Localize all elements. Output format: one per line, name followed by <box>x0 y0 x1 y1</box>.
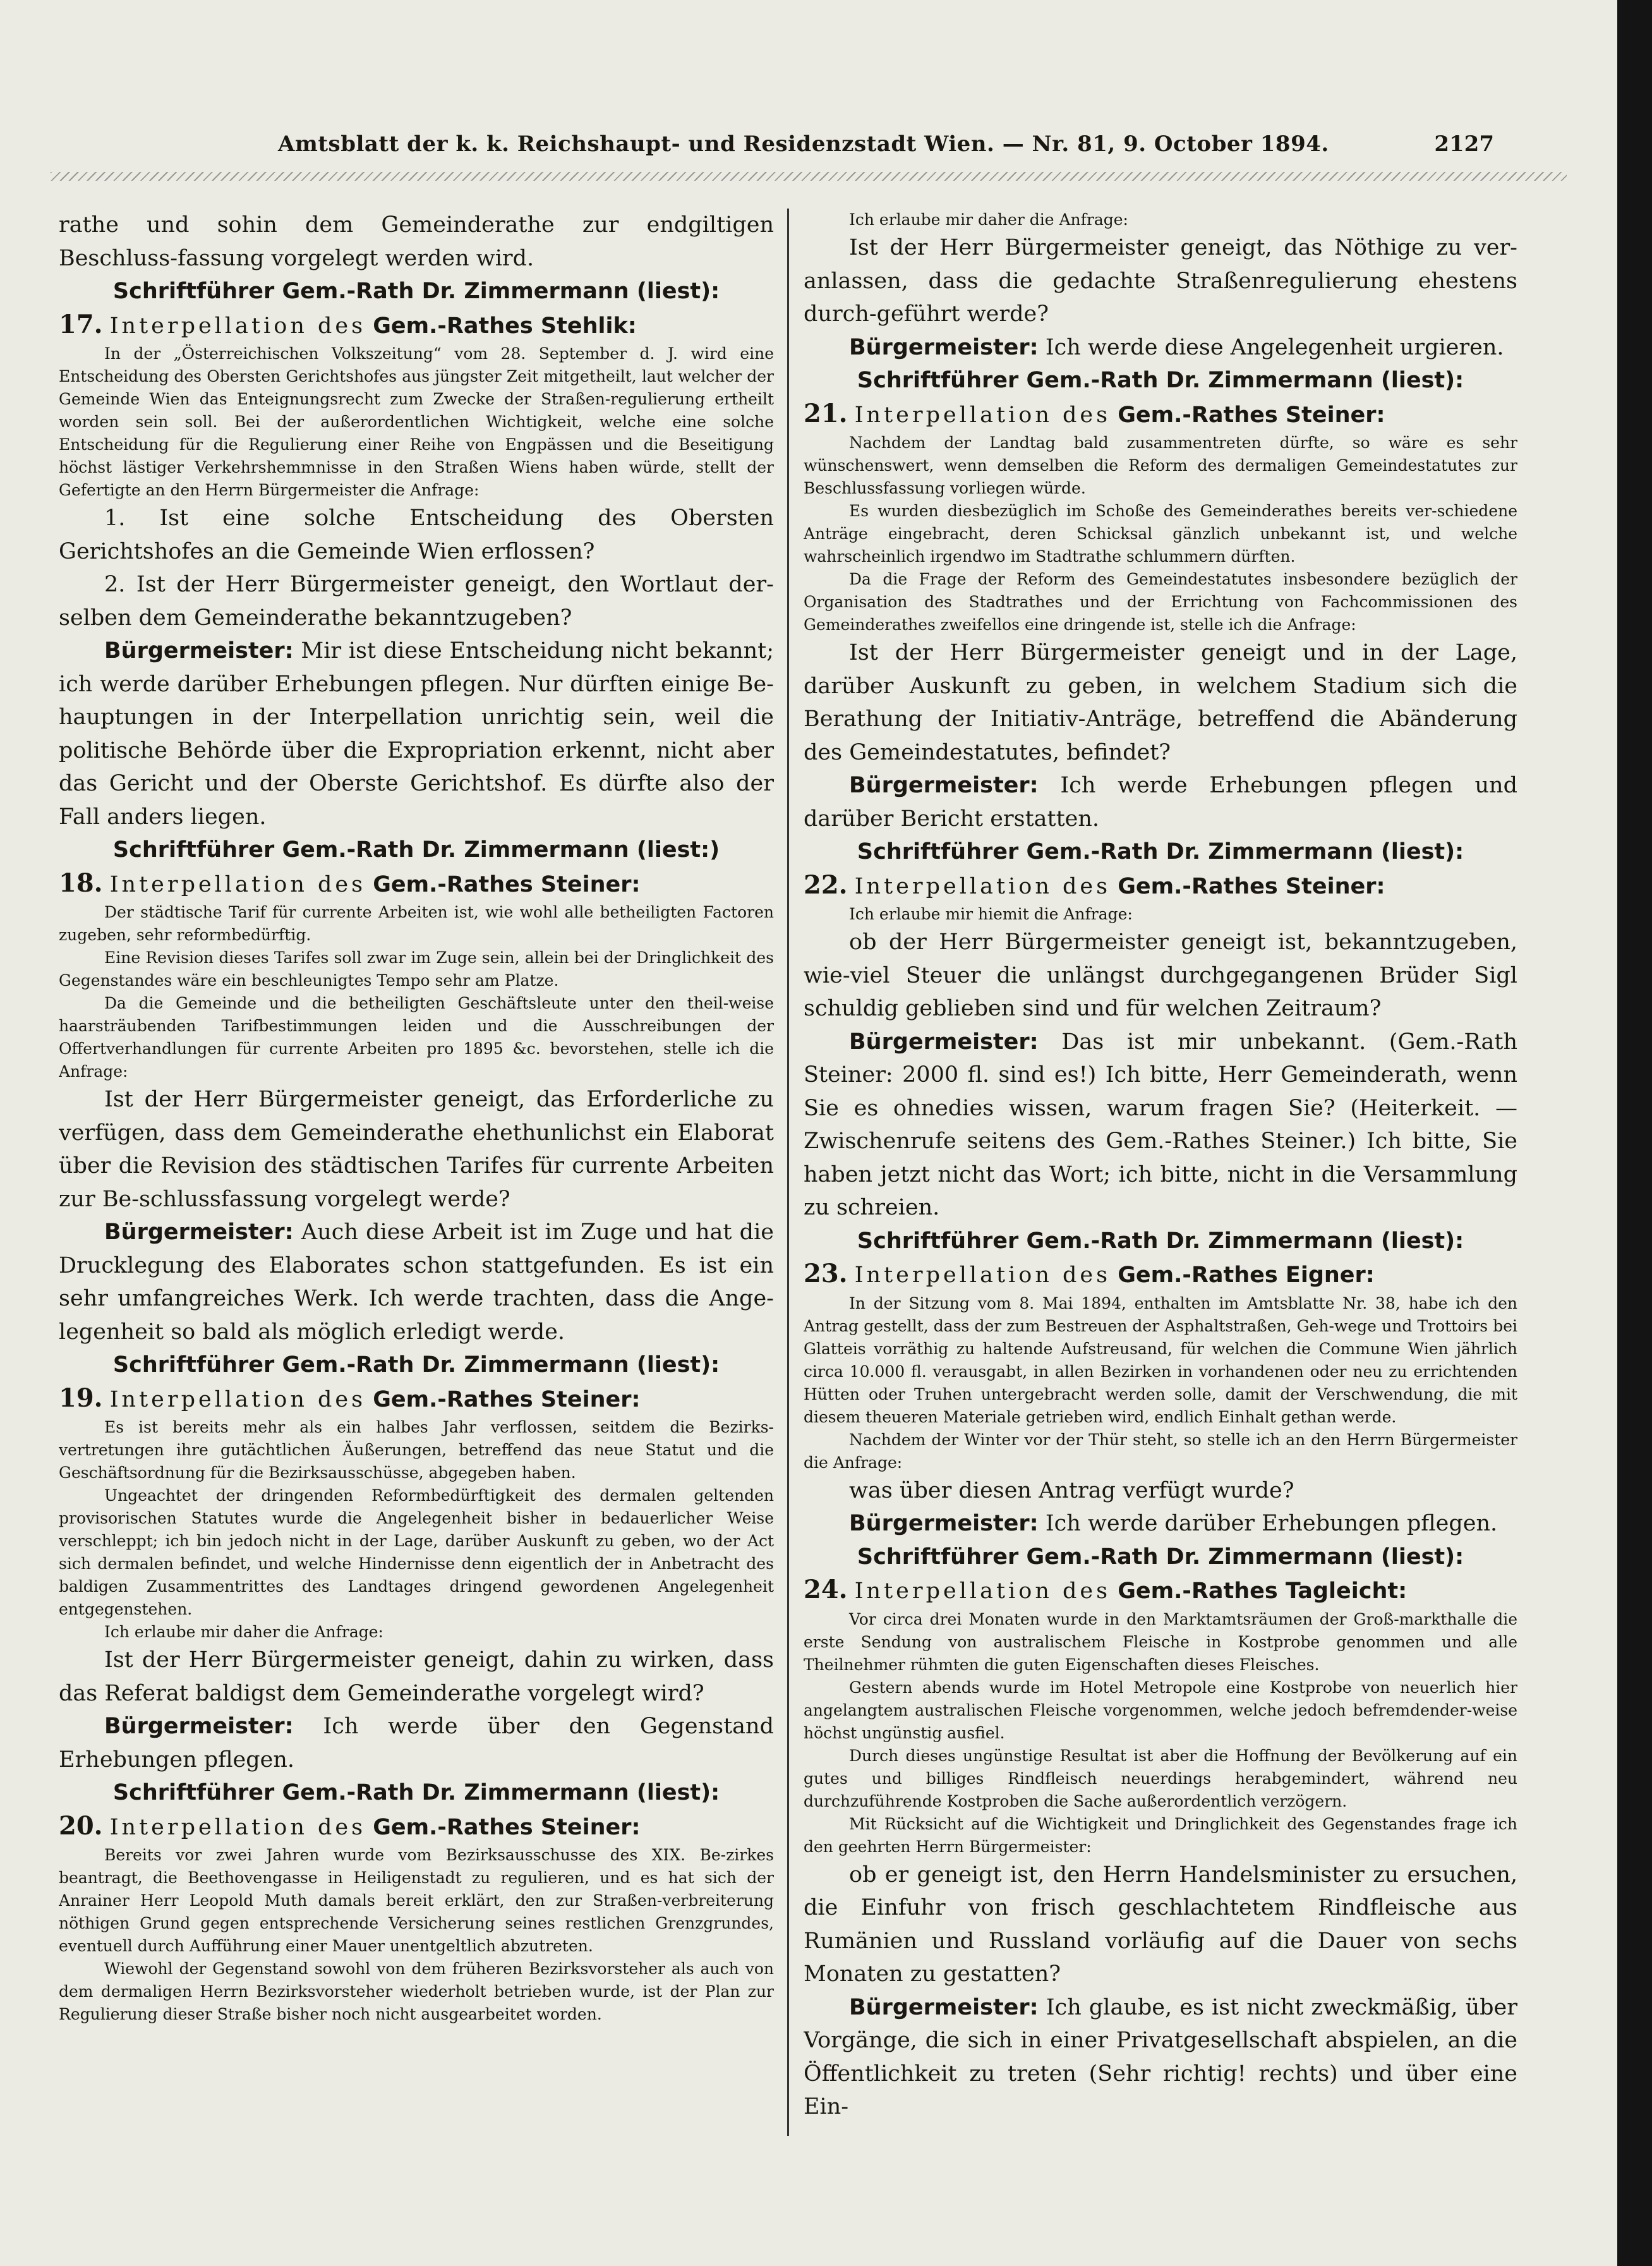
reply-text: Ich werde Erhebungen pflegen und darüber Bericht erstatten. <box>804 773 1517 832</box>
paragraph: Der städtische Tarif für currente Arbeiten ist, wie wohl alle betheiligten Factoren zugeben, sehr reformbedürftig. <box>59 903 774 944</box>
paragraph: In der „Österreichischen Volkszeitung“ vom 28. September d. J. wird eine Entscheidung des Obersten Gerichtshofes aus jüngster Zeit mitgetheilt, laut welcher der Gemeinde Wien das Enteignungsrecht zum Zwecke der Straßen-regulierung ertheilt worden sein soll. Bei der außerordentlichen Wichtigkeit, welche eine solche Entscheidung für die Regulierung einer Reihe von Engpässen und die Beseitigung höchst lästiger Verkehrshemmnisse in den Straßen Wiens haben würde, stellt der Gefertigte an den Herrn Bürgermeister die Anfrage: <box>59 344 774 499</box>
question: Ist der Herr Bürgermeister geneigt, dahin zu wirken, dass das Referat baldigst dem Gemeinderathe vorgelegt wird? <box>59 1647 774 1706</box>
interpellation-title <box>804 397 1517 432</box>
interpellant: Gem.-Rathes Steiner: <box>373 1814 641 1840</box>
reply-text: Auch diese Arbeit ist im Zuge und hat die Drucklegung des Elaborates schon stattgefunden. Es ist ein sehr umfangreiches Werk. Ich werde trachten, dass die Ange-legenheit so bald als möglich erledigt werde. <box>59 1220 774 1345</box>
interpellation-number: 19. <box>59 1383 103 1413</box>
interpellation-label: Interpellation des <box>109 313 366 339</box>
reply-text: Mir ist diese Entscheidung nicht bekannt; ich werde darüber Erhebungen pflegen. Nur dürften einige Be-hauptungen in der Interpellation unrichtig sein, weil die politische Behörde über die Expropriation erkennt, nicht aber das Gericht und der Oberste Gerichtshof. Es dürfte also der Fall anders liegen. <box>59 638 774 830</box>
speaker: Bürgermeister: <box>849 1511 1039 1536</box>
mayor-reply <box>804 1991 1517 2124</box>
question: 2. Ist der Herr Bürgermeister geneigt, den Wortlaut der-selben dem Gemeinderathe bekanntzugeben? <box>59 572 774 631</box>
interpellant: Gem.-Rathes Steiner: <box>373 871 641 897</box>
clerk-heading: Schriftführer Gem.-Rath Dr. Zimmermann (liest): <box>857 1544 1464 1570</box>
paragraph: Ich erlaube mir daher die Anfrage: <box>104 1623 383 1641</box>
interpellation-title <box>59 1810 774 1845</box>
paragraph: Bereits vor zwei Jahren wurde vom Bezirksausschusse des XIX. Be-zirkes beantragt, die Beethovengasse in Heiligenstadt zu regulieren, und es hat sich der Anrainer Herr Leopold Muth damals bereit erklärt, den zur Straßen-verbreiterung nöthigen Grund gegen entsprechende Versicherung seines restlichen Grenzgrundes, eventuell durch Aufführung einer Mauer unentgeltlich abzutreten. <box>59 1846 774 1955</box>
question: Ist der Herr Bürgermeister geneigt, das Erforderliche zu verfügen, dass dem Gemeinderathe ehethunlichst ein Elaborat über die Revision des städtischen Tarifes für currente Arbeiten zur Be-schlussfassung vorgelegt werde? <box>59 1087 774 1212</box>
reply-text: Das ist mir unbekannt. (Gem.-Rath Steiner: 2000 fl. sind es!) Ich bitte, Herr Gemeinderath, wenn Sie es ohnedies wissen, warum fragen Sie? (Heiterkeit. — Zwischenrufe seitens des Gem.-Rathes Steiner.) Ich bitte, Sie haben jetzt nicht das Wort; ich bitte, nicht in die Versammlung zu schreien. <box>804 1029 1517 1220</box>
mayor-reply <box>59 634 774 833</box>
page-number: 2127 <box>1434 131 1494 157</box>
interpellation-number: 18. <box>59 868 103 898</box>
reply-text: Ich glaube, es ist nicht zweckmäßig, über Vorgänge, die sich in einer Privatgesellschaft abspielen, an die Öffentlichkeit zu treten (Sehr richtig! rechts) und über eine Ein- <box>804 1994 1517 2119</box>
reply-text: Ich werde diese Angelegenheit urgieren. <box>1045 334 1504 360</box>
column-divider <box>787 209 789 2136</box>
paragraph: Nachdem der Landtag bald zusammentreten dürfte, so wäre es sehr wünschenswert, wenn demselben die Reform des dermaligen Gemeindestatutes zur Beschlussfassung vorliegen würde. <box>804 433 1517 497</box>
mayor-reply <box>804 1507 1517 1541</box>
clerk-heading: Schriftführer Gem.-Rath Dr. Zimmermann (liest): <box>112 1352 720 1378</box>
question: Ist der Herr Bürgermeister geneigt und in der Lage, darüber Auskunft zu geben, in welchem Stadium sich die Berathung der Initiativ-Anträge, betreffend die Abänderung des Gemeindestatutes, befindet? <box>804 640 1517 765</box>
clerk-heading: Schriftführer Gem.-Rath Dr. Zimmermann (liest:) <box>112 837 720 863</box>
interpellant: Gem.-Rathes Tagleicht: <box>1118 1578 1408 1604</box>
interpellation-label: Interpellation des <box>109 871 366 897</box>
speaker: Bürgermeister: <box>849 773 1039 798</box>
interpellation-title <box>804 1257 1517 1292</box>
interpellation-title <box>59 308 774 343</box>
paragraph: Ich erlaube mir hiemit die Anfrage: <box>849 905 1133 923</box>
interpellant: Gem.-Rathes Eigner: <box>1118 1263 1375 1288</box>
paragraph: Da die Gemeinde und die betheiligten Geschäftsleute unter den theil-weise haarsträubenden Tarifbestimmungen leiden und die Ausschreibungen der Offertverhandlungen für currente Arbeiten pro 1895 &c. bevorstehen, stelle ich die Anfrage: <box>59 994 774 1081</box>
question: ob er geneigt ist, den Herrn Handelsminister zu ersuchen, die Einfuhr von frisch geschlachtetem Rindfleische aus Rumänien und Russland vorläufig auf die Dauer von sechs Monaten zu gestatten? <box>804 1862 1517 1987</box>
interpellant: Gem.-Rathes Steiner: <box>1118 402 1385 428</box>
interpellation-label: Interpellation des <box>854 1263 1111 1288</box>
paragraph: Wiewohl der Gegenstand sowohl von dem früheren Bezirksvorsteher als auch von dem dermaligen Herrn Bezirksvorsteher wiederholt betrieben wurde, ist der Plan zur Regulierung dieser Straße bisher noch nicht ausgearbeitet worden. <box>59 1960 774 2023</box>
interpellant: Gem.-Rathes Stehlik: <box>373 313 637 339</box>
interpellation-number: 22. <box>804 869 848 900</box>
interpellation-title <box>59 1382 774 1417</box>
paragraph: Ungeachtet der dringenden Reformbedürftigkeit des dermalen geltenden provisorischen Statutes wurde die Angelegenheit bisher in bedauerlicher Weise verschleppt; ich bin jedoch nicht in der Lage, darüber Auskunft zu geben, wo der Act sich dermalen befindet, und welche Hindernisse denn eigentlich der in Anbetracht des baldigen Zusammentrittes des Landtages dringend gewordenen Angelegenheit entgegenstehen. <box>59 1486 774 1618</box>
speaker: Bürgermeister: <box>849 1029 1039 1055</box>
paragraph: Es wurden diesbezüglich im Schoße des Gemeinderathes bereits ver-schiedene Anträge eingebracht, deren Schicksal gänzlich unbekannt ist, und welche wahrscheinlich irgendwo im Stadtrathe schlummern dürften. <box>804 502 1517 566</box>
paragraph: Da die Frage der Reform des Gemeindestatutes insbesondere bezüglich der Organisation des Stadtrathes und der Errichtung von Fachcommissionen des Gemeinderathes zweifellos eine dringende ist, stelle ich die Anfrage: <box>804 570 1517 634</box>
paragraph: Gestern abends wurde im Hotel Metropole eine Kostprobe von neuerlich hier angelangtem australischen Fleische vorgenommen, welche jedoch befremdender-weise höchst ungünstig ausfiel. <box>804 1678 1517 1742</box>
paragraph: Mit Rücksicht auf die Wichtigkeit und Dringlichkeit des Gegenstandes frage ich den geehrten Herrn Bürgermeister: <box>804 1814 1517 1856</box>
clerk-heading: Schriftführer Gem.-Rath Dr. Zimmermann (liest): <box>857 839 1464 864</box>
interpellant: Gem.-Rathes Steiner: <box>373 1386 641 1412</box>
paragraph: Eine Revision dieses Tarifes soll zwar im Zuge sein, allein bei der Dringlichkeit des Gegenstandes wäre ein beschleunigtes Tempo sehr am Platze. <box>59 948 774 990</box>
interpellation-number: 20. <box>59 1810 103 1841</box>
header-title: Amtsblatt der k. k. Reichshaupt- und Residenzstadt Wien. — Nr. 81, 9. October 1894. <box>278 131 1329 157</box>
interpellation-title <box>59 867 774 902</box>
left-column <box>59 209 774 2205</box>
clerk-heading: Schriftführer Gem.-Rath Dr. Zimmermann (liest): <box>112 1780 720 1805</box>
interpellation-label: Interpellation des <box>109 1386 366 1412</box>
paragraph: Ich erlaube mir daher die Anfrage: <box>849 210 1128 229</box>
reply-text: Ich werde über den Gegenstand Erhebungen pflegen. <box>59 1714 774 1772</box>
interpellation-label: Interpellation des <box>109 1814 366 1840</box>
clerk-heading: Schriftführer Gem.-Rath Dr. Zimmermann (liest): <box>112 279 720 304</box>
right-column <box>804 209 1517 2205</box>
paragraph: Es ist bereits mehr als ein halbes Jahr verflossen, seitdem die Bezirks-vertretungen ihre gutächtlichen Äußerungen, betreffend das neue Statut und die Geschäftsordnung für die Bezirksausschüsse, abgegeben haben. <box>59 1418 774 1482</box>
speaker: Bürgermeister: <box>104 638 294 663</box>
mayor-reply <box>804 1026 1517 1225</box>
question: 1. Ist eine solche Entscheidung des Obersten Gerichtshofes an die Gemeinde Wien erflossen? <box>59 506 774 564</box>
interpellation-label: Interpellation des <box>854 1578 1111 1604</box>
clerk-heading: Schriftführer Gem.-Rath Dr. Zimmermann (liest): <box>857 1228 1464 1254</box>
interpellation-number: 23. <box>804 1259 848 1288</box>
mayor-reply <box>59 1216 774 1348</box>
mayor-reply <box>804 769 1517 835</box>
running-header <box>278 131 1494 169</box>
speaker: Bürgermeister: <box>849 334 1039 360</box>
interpellation-label: Interpellation des <box>854 402 1111 428</box>
speaker: Bürgermeister: <box>104 1714 294 1739</box>
interpellation-number: 21. <box>804 398 848 428</box>
paragraph: In der Sitzung vom 8. Mai 1894, enthalten im Amtsblatte Nr. 38, habe ich den Antrag gestellt, dass der zum Bestreuen der Asphaltstraßen, Geh-wege und Trottoirs bei Glatteis vorräthig zu haltende Aufstreusand, für welchen die Commune Wien jährlich circa 10.000 fl. verausgabt, in allen Bezirken in vorhandenen oder neu zu errichtenden Hütten oder Truhen untergebracht werden solle, damit der Verschwendung, die mit diesem theueren Materiale getrieben wird, endlich Einhalt gethan werde. <box>804 1294 1517 1426</box>
question: ob der Herr Bürgermeister geneigt ist, bekanntzugeben, wie-viel Steuer die unlängst durchgegangenen Brüder Sigl schuldig geblieben sind und für welchen Zeitraum? <box>804 930 1517 1021</box>
paragraph: Durch dieses ungünstige Resultat ist aber die Hoffnung der Bevölkerung auf ein gutes und billiges Rindfleisch neuerdings herabgemindert, während neu durchzuführende Kostproben die Sache außerordentlich verzögern. <box>804 1746 1517 1810</box>
reply-text: Ich werde darüber Erhebungen pflegen. <box>1045 1511 1498 1536</box>
interpellant: Gem.-Rathes Steiner: <box>1118 873 1385 899</box>
paragraph: Vor circa drei Monaten wurde in den Marktamtsräumen der Groß-markthalle die erste Sendung von australischem Fleische in Kostprobe genommen und alle Theilnehmer rühmten die guten Eigenschaften dieses Fleisches. <box>804 1609 1517 1674</box>
interpellation-label: Interpellation des <box>854 873 1111 899</box>
interpellation-number: 24. <box>804 1575 848 1604</box>
paragraph: Nachdem der Winter vor der Thür steht, so stelle ich an den Herrn Bürgermeister die Anfrage: <box>804 1430 1517 1472</box>
interpellation-title <box>804 869 1517 904</box>
header-rule <box>51 172 1567 181</box>
interpellation-number: 17. <box>59 309 103 339</box>
speaker: Bürgermeister: <box>849 1994 1039 2020</box>
speaker: Bürgermeister: <box>104 1220 294 1245</box>
clerk-heading: Schriftführer Gem.-Rath Dr. Zimmermann (liest): <box>857 368 1464 393</box>
mayor-reply <box>59 1710 774 1776</box>
paragraph: rathe und sohin dem Gemeinderathe zur endgiltigen Beschluss-fassung vorgelegt werden wird. <box>59 212 774 271</box>
question: was über diesen Antrag verfügt wurde? <box>849 1477 1294 1503</box>
mayor-reply <box>804 331 1517 365</box>
interpellation-title <box>804 1573 1517 1608</box>
question: Ist der Herr Bürgermeister geneigt, das Nöthige zu ver-anlassen, dass die gedachte Straßenregulierung ehestens durch-geführt werde? <box>804 235 1517 327</box>
